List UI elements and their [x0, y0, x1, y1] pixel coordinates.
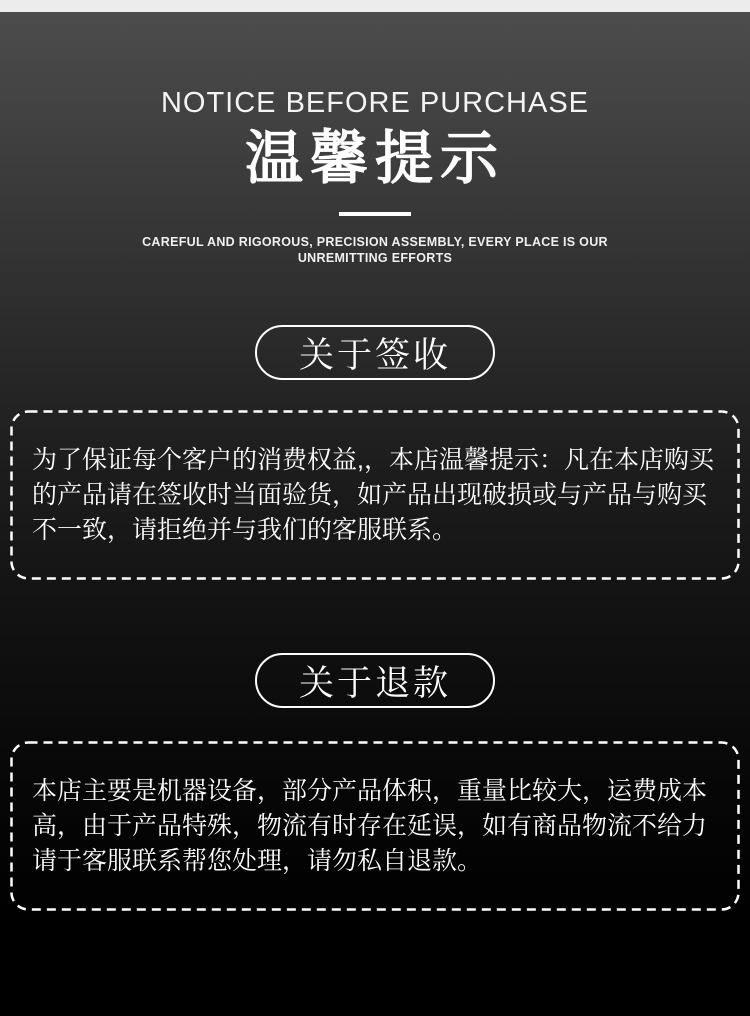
page-title: 温馨提示 [244, 126, 505, 191]
notice-box-refund [10, 741, 740, 911]
top-strip [0, 0, 750, 12]
notice-text-wrap [10, 741, 740, 911]
banner-content [0, 12, 750, 1016]
notice-text-receipt: 为了保证每个客户的消费权益,，本店温馨提示：凡在本店购买的产品请在签收时当面验货，如产品出现破损或与产品与购买不一致，请拒绝并与我们的客服联系。 [32, 445, 714, 544]
tagline-line-1: CAREFUL AND RIGOROUS, PRECISION ASSEMBLY, EVERY PLACE IS OUR [142, 235, 608, 249]
section-heading-refund: 关于退款 [255, 653, 495, 708]
tagline [0, 234, 750, 266]
eyebrow-title: NOTICE BEFORE PURCHASE [160, 87, 590, 119]
notice-text-wrap [10, 410, 740, 580]
notice-text-refund: 本店主要是机器设备，部分产品体积，重量比较大，运费成本高，由于产品特殊，物流有时存在延误，如有商品物流不给力请于客服联系帮您处理，请勿私自退款。 [32, 776, 708, 875]
section-heading-receipt: 关于签收 [255, 325, 495, 380]
title-underline [339, 212, 411, 216]
tagline-line-2: UNREMITTING EFFORTS [297, 251, 453, 265]
notice-box-receipt [10, 410, 740, 580]
